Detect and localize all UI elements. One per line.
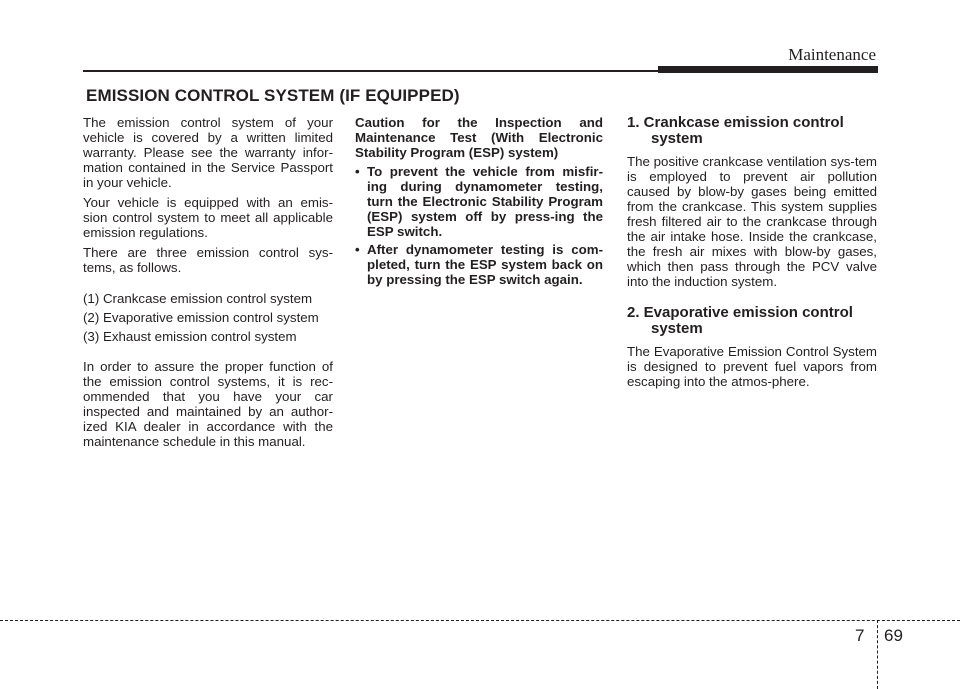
header-rule-thick [658, 66, 878, 73]
chapter-number: 7 [855, 626, 865, 645]
list-item: (3) Exhaust emission control system [83, 329, 297, 344]
column-left [83, 115, 333, 454]
caution-bullet [355, 242, 603, 287]
subsection-heading: 2. Evaporative emission control system [627, 304, 853, 337]
paragraph: In order to assure the proper function of the emission control systems, it is rec-ommended that you have your car inspected and maintained by an author-ized KIA dealer in accordance with the maintenance schedule in this manual. [83, 359, 333, 449]
column-middle [355, 115, 603, 290]
footer-divider [877, 620, 878, 689]
subsection-heading: 1. Crankcase emission control system [627, 114, 844, 147]
caution-title: Caution for the Inspection and Maintenance Test (With Electronic Stability Program (ESP) system) [355, 115, 603, 160]
header-title: Maintenance [788, 45, 876, 64]
bullet-icon: • [355, 242, 360, 257]
list-item: (2) Evaporative emission control system [83, 310, 319, 325]
paragraph: The Evaporative Emission Control System is designed to prevent fuel vapors from escaping into the atmos-phere. [627, 344, 877, 389]
list-item: (1) Crankcase emission control system [83, 291, 313, 306]
caution-bullet [355, 164, 603, 239]
bullet-text: After dynamometer testing is com-pleted, turn the ESP system back on by pressing the ESP switch again. [367, 242, 603, 287]
bullet-icon: • [355, 164, 360, 179]
page-number: 69 [884, 626, 903, 645]
bullet-text: To prevent the vehicle from misfir-ing during dynamometer testing, turn the Electronic Stability Program (ESP) system off by press-ing the ESP switch. [367, 164, 603, 239]
paragraph: Your vehicle is equipped with an emis-sion control system to meet all applicable emission regulations. [83, 195, 333, 240]
section-title: EMISSION CONTROL SYSTEM (IF EQUIPPED) [86, 86, 460, 105]
paragraph: The emission control system of your vehicle is covered by a written limited warranty. Please see the warranty infor-mation contained in the Service Passport in your vehicle. [83, 115, 333, 190]
footer-rule [0, 620, 960, 621]
paragraph: There are three emission control sys-tems, as follows. [83, 245, 333, 275]
header-rule [83, 70, 663, 72]
column-right [627, 115, 877, 394]
paragraph: The positive crankcase ventilation sys-tem is employed to prevent air pollution caused by blow-by gases being emitted from the crankcase. This system supplies fresh filtered air to the crankcase through the air intake hose. Inside the crankcase, the fresh air mixes with blow-by gases, which then pass through the PCV valve into the induction system. [627, 154, 877, 289]
